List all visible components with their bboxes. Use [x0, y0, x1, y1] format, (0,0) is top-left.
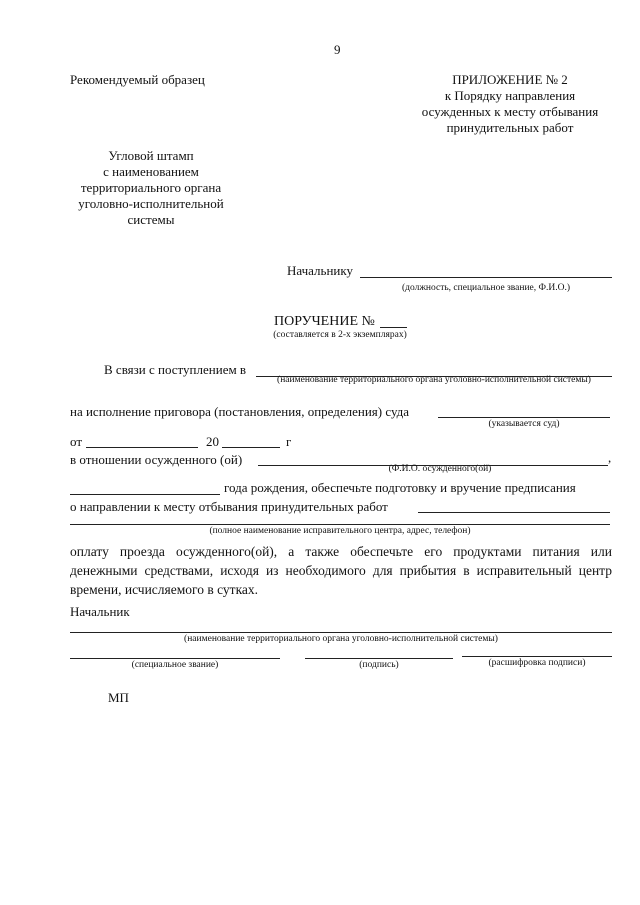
chief-label: Начальник	[70, 604, 130, 619]
doc-number-line[interactable]	[380, 327, 407, 328]
intro-org-caption: (наименование территориального органа уголовно-исполнительной системы)	[277, 375, 591, 385]
payment-line-3: времени, исчисляемого в сутках.	[70, 582, 259, 597]
addressee-line[interactable]	[360, 277, 612, 278]
stamp-place: МП	[108, 690, 129, 705]
appendix-line-2: осужденных к месту отбывания	[421, 104, 599, 119]
corner-stamp-block	[66, 148, 236, 228]
rank-caption: (специальное звание)	[131, 660, 219, 670]
rank-line[interactable]	[70, 658, 280, 659]
payment-paragraph	[70, 542, 612, 599]
from-label: от	[70, 434, 83, 449]
chief-org-caption: (наименование территориального органа уголовно-исполнительной системы)	[184, 634, 498, 644]
comma: ,	[608, 450, 612, 465]
doc-subtitle: (составляется в 2-х экземплярах)	[273, 330, 407, 340]
direction-text: о направлении к месту отбывания принудительных работ	[70, 499, 388, 514]
decode-line[interactable]	[462, 656, 612, 657]
intro-text: В связи с поступлением в	[104, 362, 247, 377]
appendix-title: ПРИЛОЖЕНИЕ № 2	[452, 72, 568, 87]
appendix-line-3: принудительных работ	[446, 120, 574, 135]
convict-caption: (Ф.И.О. осужденного(ой)	[388, 464, 492, 474]
birth-text: года рождения, обеспечьте подготовку и вручение предписания	[224, 480, 576, 495]
year-prefix: 20	[206, 434, 219, 449]
addressee-label: Начальнику	[287, 263, 354, 278]
stamp-line-4: уголовно-исполнительной	[78, 196, 224, 211]
date-day-month-line[interactable]	[86, 447, 198, 448]
regarding-text: в отношении осужденного (ой)	[70, 452, 243, 467]
center-caption: (полное наименование исправительного центра, адрес, телефон)	[209, 526, 471, 536]
appendix-line-1: к Порядку направления	[444, 88, 576, 103]
chief-org-line[interactable]	[70, 632, 612, 633]
year-suffix: г	[286, 434, 292, 449]
appendix-block	[400, 72, 620, 136]
birth-year-line[interactable]	[70, 494, 220, 495]
sign-caption: (подпись)	[359, 660, 399, 670]
decode-caption: (расшифровка подписи)	[488, 658, 586, 668]
doc-title: ПОРУЧЕНИЕ №	[274, 314, 375, 329]
center-line[interactable]	[70, 524, 610, 525]
sentence-text: на исполнение приговора (постановления, определения) суда	[70, 404, 410, 419]
court-line[interactable]	[438, 417, 610, 418]
direction-line[interactable]	[418, 512, 610, 513]
sign-line[interactable]	[305, 658, 453, 659]
stamp-line-3: территориального органа	[80, 180, 222, 195]
addressee-caption: (должность, специальное звание, Ф.И.О.)	[401, 283, 571, 293]
year-line[interactable]	[222, 447, 280, 448]
payment-line-1: оплату проезда осужденного(ой), а также обеспечьте его продуктами питания или	[70, 544, 612, 559]
stamp-line-2: с наименованием	[103, 164, 199, 179]
stamp-line-5: системы	[127, 212, 175, 227]
court-caption: (указывается суд)	[488, 419, 560, 429]
stamp-line-1: Угловой штамп	[108, 148, 194, 163]
payment-line-2: денежными средствами, исходя из необходимого для прибытия в исправительный центр	[70, 563, 612, 578]
sample-label: Рекомендуемый образец	[70, 72, 205, 87]
page-number: 9	[334, 42, 341, 57]
